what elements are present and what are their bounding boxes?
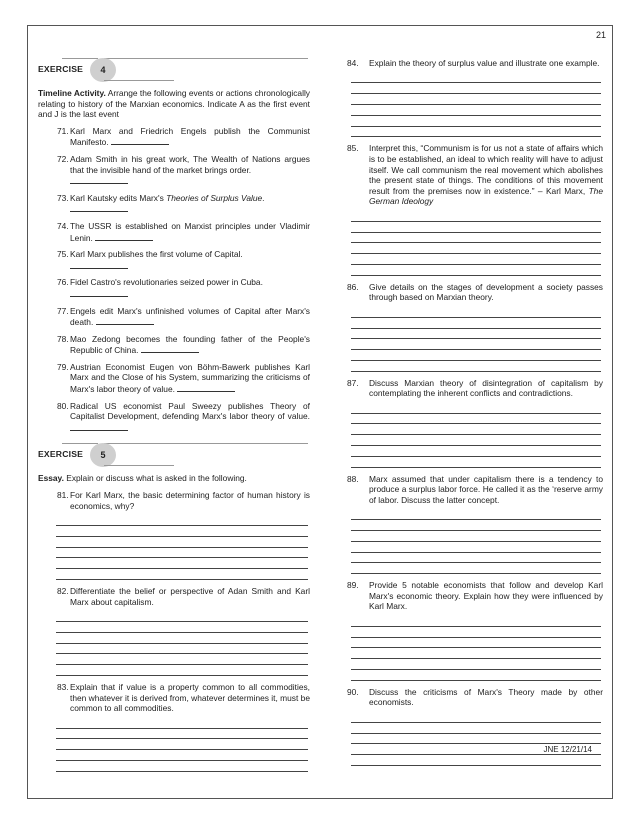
- header-rule: [62, 58, 98, 59]
- answer-lines[interactable]: [351, 73, 603, 138]
- item-number: 86.: [347, 281, 359, 292]
- timeline-item: [38, 221, 310, 243]
- item-text: Karl Marx and Friedrich Engels publish the Communist Manifesto.: [70, 125, 310, 148]
- exercise-label: EXERCISE: [38, 64, 84, 74]
- instruction-text: Explain or discuss what is asked in the following.: [63, 473, 247, 484]
- exercise-5-instructions: [38, 473, 310, 484]
- item-number: 77.: [57, 305, 69, 316]
- item-number: 80.: [57, 400, 69, 411]
- item-number: 76.: [57, 277, 69, 288]
- timeline-item: [38, 277, 310, 299]
- answer-blank[interactable]: [70, 288, 128, 297]
- answer-blank[interactable]: [111, 136, 169, 145]
- item-text: For Karl Marx, the basic determining factor of human history is economics, why?: [70, 490, 310, 511]
- header-rule: [104, 465, 174, 466]
- item-number: 72.: [57, 153, 69, 164]
- item-text: Radical US economist Paul Sweezy publishes Theory of Capitalist Development, defending Marx's labor theory of value.: [70, 400, 310, 422]
- essay-list-continued: [347, 58, 603, 766]
- right-column: [347, 58, 603, 772]
- exercise-number-badge: 5: [90, 443, 116, 467]
- answer-lines[interactable]: [351, 616, 603, 681]
- answer-lines[interactable]: [351, 211, 603, 276]
- answer-blank[interactable]: [70, 175, 128, 184]
- answer-blank[interactable]: [141, 344, 199, 353]
- item-number: 75.: [57, 249, 69, 260]
- answer-blank[interactable]: [96, 316, 154, 325]
- essay-question: [38, 490, 310, 580]
- item-text: Fidel Castro's revolutionaries seized power in Cuba.: [70, 277, 263, 288]
- item-text: The USSR is established on Marxist principles under Vladimir Lenin.: [70, 220, 310, 243]
- item-text: Discuss the criticisms of Marx's Theory made by other economists.: [369, 686, 603, 708]
- item-number: 74.: [57, 220, 69, 231]
- timeline-item: [38, 334, 310, 356]
- item-text: Austrian Economist Eugen von Böhm-Bawerk publishes Karl Marx and the Close of his System, summarizing the criticisms of Marx's labor theory of value.: [70, 361, 310, 395]
- instruction-text: Arrange the following events or actions chronologically relating to history of the Marxian economics. Indicate A as the first event and J is the last event: [38, 88, 310, 120]
- essay-question: [347, 282, 603, 372]
- essay-question: [347, 143, 603, 275]
- item-text: Discuss Marxian theory of disintegration of capitalism by contemplating the inherent conflicts and contradictions.: [369, 377, 603, 399]
- item-text: Mao Zedong becomes the founding father of the People's Republic of China.: [70, 333, 310, 356]
- item-text: Marx assumed that under capitalism there is a tendency to produce a surplus labor force. He called it as the ‘reserve army of labor. Discuss the latter concept.: [369, 473, 603, 505]
- item-number: 73.: [57, 192, 69, 203]
- essay-question: [38, 586, 310, 676]
- answer-blank[interactable]: [70, 422, 128, 431]
- exercise-label: EXERCISE: [38, 449, 84, 460]
- header-rule: [104, 80, 174, 81]
- item-title: Theories of Surplus Value: [166, 192, 263, 203]
- essay-question: [347, 580, 603, 681]
- item-text: Give details on the stages of development a society passes through based on Marxian theory.: [369, 281, 603, 303]
- answer-lines[interactable]: [351, 403, 603, 468]
- item-text: Adam Smith in his great work, The Wealth of Nations argues that the invisible hand of the market brings order.: [70, 153, 310, 175]
- item-number: 78.: [57, 333, 69, 344]
- answer-blank[interactable]: [177, 383, 235, 392]
- timeline-item: [38, 362, 310, 395]
- timeline-item: [38, 126, 310, 148]
- item-number: 88.: [347, 473, 359, 484]
- answer-lines[interactable]: [351, 307, 603, 372]
- timeline-item: [38, 401, 310, 434]
- exercise-4-header: [38, 58, 310, 82]
- answer-lines[interactable]: [56, 718, 310, 772]
- instruction-title: Essay.: [38, 473, 64, 484]
- item-number: 89.: [347, 580, 359, 591]
- item-number: 79.: [57, 361, 69, 372]
- header-rule: [62, 443, 98, 444]
- page-number: 21: [595, 30, 606, 40]
- item-text: Differentiate the belief or perspective of Adan Smith and Karl Marx about capitalism.: [70, 586, 310, 607]
- timeline-item: [38, 193, 310, 215]
- exercise-4-instructions: [38, 88, 310, 120]
- item-number: 87.: [347, 377, 359, 388]
- answer-lines[interactable]: [56, 611, 310, 676]
- answer-blank[interactable]: [95, 232, 153, 241]
- item-number: 85.: [347, 143, 359, 154]
- essay-question: [347, 378, 603, 468]
- essay-list: [38, 490, 310, 772]
- answer-lines[interactable]: [351, 509, 603, 574]
- item-number: 81.: [57, 490, 69, 501]
- answer-lines[interactable]: [351, 712, 603, 766]
- item-number: 82.: [57, 586, 69, 596]
- item-number: 83.: [57, 681, 69, 692]
- answer-blank[interactable]: [70, 203, 128, 212]
- exercise-5-header: [38, 443, 310, 467]
- essay-question: [347, 474, 603, 575]
- timeline-list: [38, 126, 310, 434]
- item-number: 90.: [347, 686, 359, 697]
- item-text: Engels edit Marx's unfinished volumes of Capital after Marx's death.: [70, 305, 310, 328]
- item-text: Explain the theory of surplus value and illustrate one example.: [369, 58, 600, 68]
- timeline-item: [38, 154, 310, 187]
- item-text: Explain that if value is a property common to all commodities, then whatever it is derived from, whatever determines it, must be common to all commodities.: [70, 681, 310, 714]
- item-number: 71.: [57, 125, 69, 136]
- header-rule: [104, 443, 308, 444]
- timeline-item: [38, 249, 310, 271]
- item-text: Interpret this, “Communism is for us not a state of affairs which is to be established, an ideal to which reality will have to adjust itself. We call communism the real movement which abolishes the present state of things. The conditions of this movement result from the premises now in existence.” – Karl Marx,: [369, 143, 603, 196]
- essay-question: [347, 687, 603, 766]
- item-text: .: [262, 192, 265, 203]
- item-text: Provide 5 notable economists that follow and develop Karl Marx's economic theory. Explain how they were influenced by Karl Marx.: [369, 580, 603, 612]
- timeline-item: [38, 306, 310, 328]
- footer-code: JNE 12/21/14: [543, 745, 592, 754]
- answer-blank[interactable]: [70, 260, 128, 269]
- essay-question: [38, 682, 310, 772]
- left-column: [38, 58, 310, 778]
- exercise-number-badge: 4: [90, 58, 116, 82]
- answer-lines[interactable]: [56, 515, 310, 580]
- item-text: Karl Marx publishes the first volume of Capital.: [70, 249, 243, 260]
- instruction-title: Timeline Activity.: [38, 88, 106, 98]
- item-title: The German Ideology: [369, 185, 603, 207]
- essay-question: [347, 58, 603, 137]
- header-rule: [104, 58, 308, 59]
- item-number: 84.: [347, 58, 359, 68]
- item-text: Karl Kautsky edits Marx's: [70, 192, 167, 203]
